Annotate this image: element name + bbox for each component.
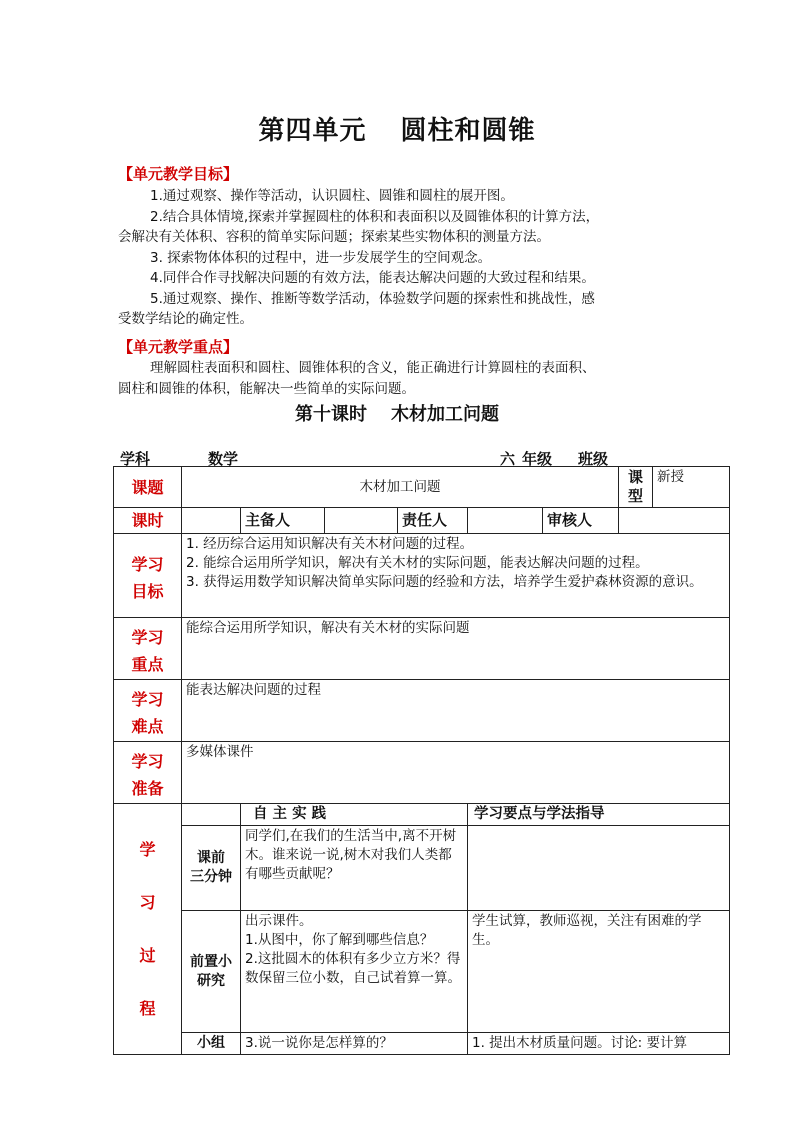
preparation-label-line: 学习 xyxy=(131,752,164,771)
unit-goals-list xyxy=(118,186,688,330)
learning-process-char: 习 xyxy=(139,893,156,912)
period-label: 课时 xyxy=(114,508,182,534)
pre-study-guide: 学生试算，教师巡视，关注有困难的学生。 xyxy=(468,911,730,1033)
unit-title xyxy=(0,110,794,147)
subject-label: 学科 xyxy=(120,450,151,468)
stage-header xyxy=(182,804,241,826)
pre-study-label-line: 前置小 xyxy=(190,953,232,970)
class-label: 班级 xyxy=(578,450,609,468)
preparer-value xyxy=(325,508,398,534)
pre-class-label-line: 三分钟 xyxy=(190,869,232,885)
lesson-title-part1: 第十课时 xyxy=(295,404,367,425)
subject-value: 数学 xyxy=(208,450,239,468)
responsible-value xyxy=(468,508,543,534)
lesson-meta-row xyxy=(120,448,728,468)
unit-goal-line: 2.结合具体情境,探索并掌握圆柱的体积和表面积以及圆锥体积的计算方法， xyxy=(150,208,600,225)
learning-process-label xyxy=(114,804,182,1055)
lesson-plan-table xyxy=(113,466,730,1055)
pre-study-text xyxy=(241,911,468,1033)
key-points-label-line: 学习 xyxy=(131,628,164,647)
lesson-title xyxy=(0,400,794,426)
reviewer-value xyxy=(619,508,730,534)
difficulty-row xyxy=(114,680,730,742)
learning-process-char: 学 xyxy=(139,840,156,859)
unit-goal-line: 3. 探索物体体积的过程中，进一步发展学生的空间观念。 xyxy=(150,249,492,266)
reviewer-label: 审核人 xyxy=(543,508,619,534)
guide-header: 学习要点与学法指导 xyxy=(468,804,730,826)
pre-class-text: 同学们,在我们的生活当中,离不开树木。谁来说一说,树木对我们人类都有哪些贡献呢？ xyxy=(241,826,468,911)
preparer-label: 主备人 xyxy=(241,508,325,534)
learning-goals-cell xyxy=(182,534,730,618)
topic-row xyxy=(114,467,730,508)
preparation-label-line: 准备 xyxy=(131,779,164,798)
unit-focus-heading: 【单元教学重点】 xyxy=(118,338,239,356)
key-row xyxy=(114,618,730,680)
unit-goal-line: 4.同伴合作寻找解决问题的有效方法，能表达解决问题的大致过程和结果。 xyxy=(150,270,595,286)
learning-goals-label xyxy=(114,534,182,618)
learning-goal-item: 3. 获得运用数学知识解决简单实际问题的经验和方法，培养学生爱护森林资源的意识。 xyxy=(186,574,703,590)
period-value xyxy=(182,508,241,534)
group-text: 3.说一说你是怎样算的？ xyxy=(241,1033,468,1055)
process-header-row xyxy=(114,804,730,826)
pre-study-line: 出示课件。 xyxy=(245,913,313,929)
unit-focus-line: 圆柱和圆锥的体积，能解决一些简单的实际问题。 xyxy=(118,380,415,397)
grade-label: 年级 xyxy=(522,450,553,468)
pre-study-row xyxy=(114,911,730,1033)
unit-goal-line: 1.通过观察、操作等活动，认识圆柱、圆锥和圆柱的展开图。 xyxy=(150,188,514,204)
key-points-label xyxy=(114,618,182,680)
difficulty-label-line: 难点 xyxy=(131,717,164,736)
group-row xyxy=(114,1033,730,1055)
unit-goal-line: 受数学结论的确定性。 xyxy=(118,311,253,327)
learning-goals-label-line: 目标 xyxy=(131,582,164,601)
prep-row xyxy=(114,742,730,804)
preparation-value: 多媒体课件 xyxy=(182,742,730,804)
learning-goals-label-line: 学习 xyxy=(131,555,164,574)
responsible-label: 责任人 xyxy=(398,508,468,534)
unit-goal-line: 会解决有关体积、容积的简单实际问题；探索某些实物体积的测量方法。 xyxy=(118,229,550,245)
pre-study-line: 1.从图中，你了解到哪些信息？ xyxy=(245,932,434,948)
unit-goal-line: 5.通过观察、操作、推断等数学活动，体验数学问题的探索性和挑战性，感 xyxy=(150,290,595,307)
preparation-label xyxy=(114,742,182,804)
learning-process-char: 过 xyxy=(139,946,156,965)
lesson-type-label: 课型 xyxy=(619,467,653,508)
difficulty-label-line: 学习 xyxy=(131,690,164,709)
unit-focus-text xyxy=(118,358,688,399)
learning-process-char: 程 xyxy=(139,999,156,1018)
goals-row xyxy=(114,534,730,618)
grade-value: 六 xyxy=(500,450,516,468)
unit-focus-line: 理解圆柱表面积和圆柱、圆锥体积的含义，能正确进行计算圆柱的表面积、 xyxy=(150,360,596,376)
practice-header: 自 主 实 践 xyxy=(241,804,468,826)
pre-study-label xyxy=(182,911,241,1033)
key-points-value: 能综合运用所学知识，解决有关木材的实际问题 xyxy=(182,618,730,680)
lesson-title-part2: 木材加工问题 xyxy=(391,404,499,425)
lesson-type-value: 新授 xyxy=(653,467,730,508)
difficulty-label xyxy=(114,680,182,742)
pre-class-label xyxy=(182,826,241,911)
pre-study-label-line: 研究 xyxy=(197,972,225,989)
learning-goal-item: 1. 经历综合运用知识解决有关木材问题的过程。 xyxy=(186,536,474,552)
unit-title-part1: 第四单元 xyxy=(258,116,367,146)
pre-study-line: 2.这批圆木的体积有多少立方米？得数保留三位小数，自己试着算一算。 xyxy=(245,951,461,986)
group-label: 小组 xyxy=(182,1033,241,1055)
period-row xyxy=(114,508,730,534)
pre-class-guide xyxy=(468,826,730,911)
unit-title-part2: 圆柱和圆锥 xyxy=(400,116,536,146)
difficulty-value: 能表达解决问题的过程 xyxy=(182,680,730,742)
unit-goals-heading: 【单元教学目标】 xyxy=(118,165,239,183)
topic-value: 木材加工问题 xyxy=(182,467,619,508)
pre-class-row xyxy=(114,826,730,911)
group-guide: 1. 提出木材质量问题。讨论: 要计算 xyxy=(468,1033,730,1055)
learning-goal-item: 2. 能综合运用所学知识，解决有关木材的实际问题，能表达解决问题的过程。 xyxy=(186,555,649,571)
topic-label: 课题 xyxy=(114,467,182,508)
key-points-label-line: 重点 xyxy=(131,655,164,674)
pre-class-label-line: 课前 xyxy=(197,850,225,866)
